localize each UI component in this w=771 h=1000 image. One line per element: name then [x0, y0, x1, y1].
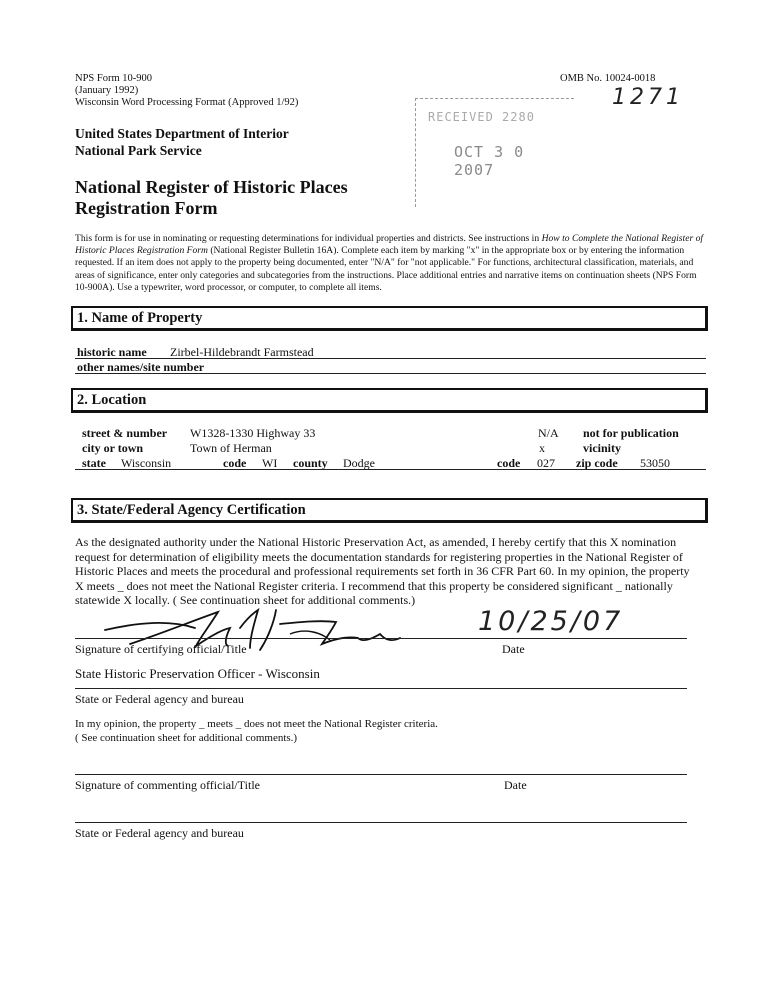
form-number: NPS Form 10-900	[75, 73, 153, 84]
officer-rule	[75, 688, 687, 689]
historic-name-label: historic name	[77, 345, 147, 359]
zip-value: 53050	[640, 456, 670, 470]
commenting-signature-rule	[75, 774, 687, 775]
section-1-heading: 1. Name of Property	[77, 310, 203, 326]
state-code-value: WI	[262, 456, 278, 470]
stamp-received-text: RECEIVED 2280	[428, 110, 535, 124]
historic-name-value: Zirbel-Hildebrandt Farmstead	[170, 345, 314, 359]
title-line-1: National Register of Historic Places	[75, 177, 348, 197]
commenting-signature-label: Signature of commenting official/Title	[75, 778, 260, 792]
location-rule	[75, 469, 706, 470]
not-for-publication-label: not for publication	[583, 426, 679, 440]
street-label: street & number	[82, 426, 168, 440]
city-value: Town of Herman	[190, 441, 272, 455]
certification-paragraph: As the designated authority under the National Historic Preservation Act, as amended, I hereby certify that this X nomination request for determination of eligibility meets the documentation standards for registering properties in the National Register of Historic Places and meets the procedural and professional requirements set forth in 36 CFR Part 60. In my opinion, the property X meets _ does not meet the National Register criteria. I recommend that this property be considered significant _ nationally statewide X locally. ( See continuation sheet for additional comments.)	[75, 535, 690, 607]
county-code-label: code	[497, 456, 521, 470]
handwritten-number: 1271	[612, 85, 684, 110]
title-line-2: Registration Form	[75, 198, 218, 218]
received-stamp	[415, 98, 574, 207]
section-3-header	[71, 498, 708, 523]
agency-block	[75, 125, 289, 159]
intro-text-1: This form is for use in nominating or requesting determinations for individual properties and districts. See instructions in	[75, 233, 542, 244]
historic-name-rule	[75, 358, 706, 359]
agency-bureau-label-2: State or Federal agency and bureau	[75, 826, 244, 840]
form-date: (January 1992)	[75, 85, 139, 96]
omb-number: OMB No. 10024-0018	[560, 73, 656, 84]
county-value: Dodge	[343, 456, 375, 470]
intro-text-2: (National Register Bulletin 16A). Complete each item by marking "x" in the appropriate box or by entering the information requested. If an item does not apply to the property being documented, enter "N/A" for "not applicable." For functions, architectural classification, materials, and areas of significance, enter only categories and subcategories from the instructions. Place additional entries and narrative items on continuation sheets (NPS Form 10-900A). Use a typewriter, word processor, or computer, to complete all items.	[75, 245, 697, 293]
state-code-label: code	[223, 456, 247, 470]
vicinity-mark: x	[539, 441, 545, 455]
section-1-header	[71, 306, 708, 331]
commenting-date-label: Date	[504, 778, 527, 792]
stamp-date-text: OCT 3 0 2007	[454, 143, 525, 179]
opinion-block	[75, 717, 438, 745]
county-code-value: 027	[537, 456, 555, 470]
state-label: state	[82, 456, 106, 470]
officer-title: State Historic Preservation Officer - Wisconsin	[75, 666, 320, 681]
section-2-heading: 2. Location	[77, 392, 147, 408]
section-2-header	[71, 388, 708, 413]
state-value: Wisconsin	[121, 456, 172, 470]
intro-paragraph	[75, 233, 707, 294]
signature-label: Signature of certifying official/Title	[75, 642, 247, 656]
agency-2-rule	[75, 822, 687, 823]
street-value: W1328-1330 Highway 33	[190, 426, 316, 440]
other-names-rule	[75, 373, 706, 374]
agency-bureau-label: State or Federal agency and bureau	[75, 692, 244, 706]
agency-line-2: National Park Service	[75, 143, 202, 158]
county-label: county	[293, 456, 328, 470]
street-na: N/A	[538, 426, 559, 440]
city-label: city or town	[82, 441, 144, 455]
date-label: Date	[502, 642, 525, 656]
opinion-line-1: In my opinion, the property _ meets _ does not meet the National Register criteria.	[75, 718, 438, 730]
vicinity-label: vicinity	[583, 441, 621, 455]
handwritten-date: 10/25/07	[478, 606, 624, 637]
form-header	[75, 73, 298, 109]
opinion-line-2: ( See continuation sheet for additional comments.)	[75, 732, 298, 744]
page-title	[75, 177, 348, 219]
format-note: Wisconsin Word Processing Format (Approved 1/92)	[75, 97, 299, 108]
agency-line-1: United States Department of Interior	[75, 126, 289, 141]
zip-label: zip code	[576, 456, 618, 470]
intro-italic-title: How to Complete the National Register of Historic Places Registration Form	[75, 233, 704, 257]
signature-rule	[75, 638, 687, 639]
section-3-heading: 3. State/Federal Agency Certification	[77, 502, 306, 518]
other-names-label: other names/site number	[77, 360, 205, 374]
